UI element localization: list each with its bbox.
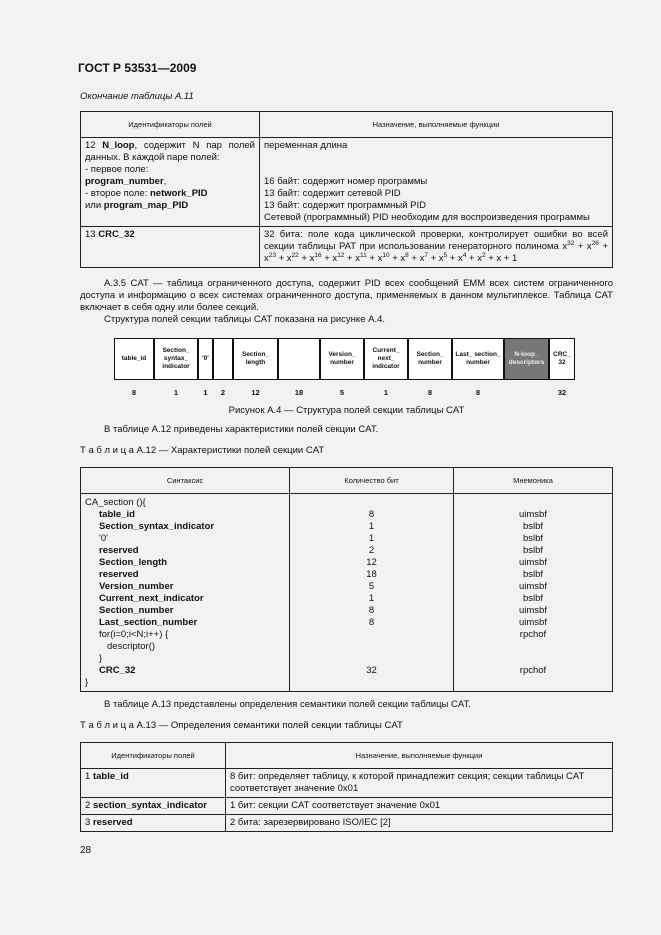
figure-bits-table-id: 8 [131, 388, 137, 397]
table-row: 1 table_id 8 бит: определяет таблицу, к которой принадлежит секция; секции таблицы CAT соответствует значение 0x01 [81, 769, 613, 798]
figure-box-section-length: Section_ length [233, 338, 278, 380]
figure-bits-section-number: 8 [427, 388, 433, 397]
table-row: reserved 2 bslbf [81, 545, 613, 557]
figure-bits-version: 5 [339, 388, 345, 397]
table-row: descriptor() [81, 641, 613, 653]
table-a12-title: Т а б л и ц а А.12 — Характеристики полей секции CAT [80, 445, 325, 456]
figure-bits-current-next: 1 [383, 388, 389, 397]
table-row: table_id 8 uimsbf [81, 509, 613, 521]
figure-box-reserved-2 [213, 338, 233, 380]
table-row: '0' 1 bslbf [81, 533, 613, 545]
figure-bits-syntax: 1 [173, 388, 179, 397]
page-number: 28 [80, 845, 92, 856]
table-row: CA_section (){ [81, 494, 613, 510]
table-row: for(i=0;i<N;i++) { rpchof [81, 629, 613, 641]
table-a12-col2: Количество бит [290, 468, 454, 494]
table-a13 [80, 742, 613, 832]
table-a11-col2: Назначение, выполняемые функции [260, 112, 613, 138]
figure-bits-reserved-18: 18 [294, 388, 304, 397]
figure-box-reserved-18 [278, 338, 320, 380]
table-row: Section_number 8 uimsbf [81, 605, 613, 617]
figure-box-zero: '0' [198, 338, 213, 380]
table-a11-col1: Идентификаторы полей [81, 112, 260, 138]
figure-box-version-number: Version_ number [320, 338, 364, 380]
table-row: 12 N_loop, содержит N пар полей данных. В каждой паре полей: - первое поле: program_number, - второе поле: network_PID или program_map_PID переменная длина 16 байт: содержит номер программы 13 байт: содержит сетевой PID 13 байт: содержит программный PID Сетевой (программный) PID необходим для воспроизведения программы [81, 138, 613, 227]
figure-bits-reserved-2: 2 [220, 388, 226, 397]
paragraph-figure-ref: Структура полей секции таблицы CAT показана на рисунке А.4. [104, 314, 386, 325]
table-a13-col1: Идентификаторы полей [81, 743, 226, 769]
figure-box-last-section-number: Last_ section_ number [452, 338, 504, 380]
figure-a4-caption: Рисунок А.4 — Структура полей секции таблицы CAT [228, 405, 465, 416]
table-row: Current_next_indicator 1 bslbf [81, 593, 613, 605]
table-a13-col2: Назначение, выполняемые функции [226, 743, 613, 769]
table-row: Section_length 12 uimsbf [81, 557, 613, 569]
table-a12-col3: Мнемоника [454, 468, 613, 494]
table-row: CRC_32 32 rpchof [81, 665, 613, 677]
paragraph-table13-ref: В таблице А.13 представлены определения семантики полей секции таблицы CAT. [104, 699, 471, 710]
document-header: ГОСТ Р 53531—2009 [78, 61, 197, 75]
table-row: 13 CRC_32 32 бита: поле кода циклической проверки, контролирует ошибки во всей секции таблицы PAT при использовании генераторного полинома $x^{32} + x^{26} + x^{23} + x^{22} + x^{16} + x^{12} + x^{11} + x^{10} + x^8 + x^7 + x^5 + x^4 + x^2 + x + 1$ [81, 227, 613, 268]
table-row: 2 section_syntax_indicator 1 бит: секции CAT соответствует значение 0x01 [81, 798, 613, 815]
table-a11 [80, 111, 613, 268]
table-a11-caption: Окончание таблицы А.11 [80, 91, 194, 102]
table-row: Section_syntax_indicator 1 bslbf [81, 521, 613, 533]
figure-box-current-next-indicator: Current_ next_ indicator [364, 338, 408, 380]
figure-bits-zero: 1 [203, 388, 208, 397]
figure-box-table-id: table_id [114, 338, 154, 380]
table-a12 [80, 467, 613, 692]
table-a12-col1: Синтаксис [81, 468, 290, 494]
figure-box-section-number: Section_ number [408, 338, 452, 380]
figure-box-crc32: CRC_ 32 [549, 338, 575, 380]
figure-bits-last-section: 8 [475, 388, 481, 397]
paragraph-table12-ref: В таблице А.12 приведены характеристики полей секции CAT. [104, 424, 379, 435]
table-row: Last_section_number 8 uimsbf [81, 617, 613, 629]
table-row: 3 reserved 2 бита: зарезервировано ISO/IEC [2] [81, 815, 613, 832]
figure-bits-length: 12 [251, 388, 260, 397]
figure-bits-crc: 32 [557, 388, 567, 397]
table-row: } [81, 677, 613, 692]
table-row: reserved 18 bslbf [81, 569, 613, 581]
table-a13-title: Т а б л и ц а А.13 — Определения семантики полей секции таблицы CAT [80, 720, 403, 731]
paragraph-a35: А.3.5 CAT — таблица ограниченного доступа, содержит PID всех сообщений EMM всех систем ограниченного доступа и информацию о всех системах ограниченного доступа, применяемых в данном мультиплексе. Таблица CAT включает в себя одну или более секций. [80, 278, 613, 313]
figure-box-n-loop-descriptors: N-loop_ descriptors [504, 338, 549, 380]
table-row: } [81, 653, 613, 665]
table-row: Version_number 5 uimsbf [81, 581, 613, 593]
figure-box-section-syntax-indicator: Section_ syntax_ indicator [154, 338, 198, 380]
